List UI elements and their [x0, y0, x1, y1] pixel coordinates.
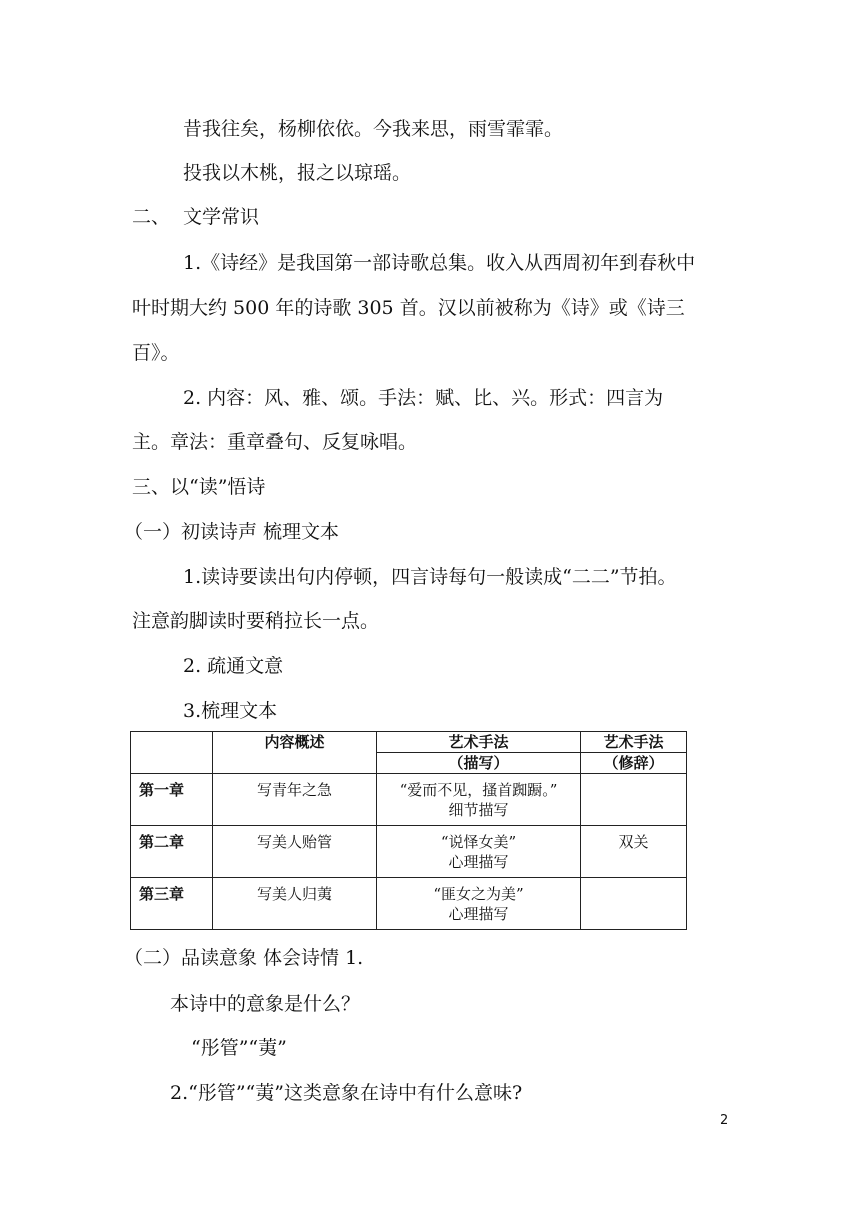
section-2-number: 二、	[132, 206, 171, 228]
header-art-technique-2-bottom: （修辞）	[581, 753, 687, 774]
description-quote: “说怿女美”	[440, 833, 517, 851]
poem-line-2: 投我以木桃，报之以琼瑶。	[183, 162, 412, 184]
subsection-2-title: （二）品读意象 体会诗情 1.	[124, 947, 364, 969]
page-number: 2	[720, 1113, 729, 1128]
table-corner-cell	[131, 732, 213, 774]
rhetoric-cell	[581, 878, 687, 930]
chapter-label: 第一章	[131, 774, 213, 826]
paragraph-2-line-2: 主。章法：重章叠句、反复咏唱。	[132, 431, 418, 453]
header-art-technique-top: 艺术手法	[377, 732, 581, 753]
paragraph-1-line-3: 百》。	[132, 342, 180, 364]
section-3-title: 三、以“读”悟诗	[132, 476, 266, 498]
answer-1: “彤管”“荑”	[191, 1037, 287, 1059]
header-art-technique-2-top: 艺术手法	[581, 732, 687, 753]
text-analysis-table	[130, 731, 687, 930]
description-quote: “匪女之为美”	[433, 885, 524, 903]
paragraph-1-line-2: 叶时期大约 500 年的诗歌 305 首。汉以前被称为《诗》或《诗三	[132, 297, 685, 319]
table-row	[131, 826, 687, 878]
summary-cell: 写美人归荑	[213, 878, 377, 930]
question-1: 本诗中的意象是什么？	[170, 993, 361, 1015]
description-technique: 细节描写	[448, 801, 509, 819]
table-row	[131, 774, 687, 826]
table-row	[131, 878, 687, 930]
reading-point-1-line-2: 注意韵脚读时要稍拉长一点。	[132, 610, 380, 632]
description-cell	[377, 774, 581, 826]
chapter-label: 第二章	[131, 826, 213, 878]
paragraph-2-line-1: 2. 内容：风、雅、颂。手法：赋、比、兴。形式：四言为	[183, 387, 664, 409]
reading-point-1-line-1: 1.读诗要读出句内停顿，四言诗每句一般读成“二二”节拍。	[183, 566, 677, 588]
rhetoric-cell: 双关	[581, 826, 687, 878]
description-technique: 心理描写	[448, 905, 509, 923]
description-cell	[377, 826, 581, 878]
chapter-label: 第三章	[131, 878, 213, 930]
description-quote: “爱而不见，搔首踟蹰。”	[399, 781, 558, 799]
description-cell	[377, 878, 581, 930]
summary-cell: 写美人贻管	[213, 826, 377, 878]
poem-line-1: 昔我往矣，杨柳依依。今我来思，雨雪霏霏。	[183, 118, 564, 140]
description-technique: 心理描写	[448, 853, 509, 871]
question-2: 2.“彤管”“荑”这类意象在诗中有什么意味?	[170, 1082, 523, 1104]
header-content-summary: 内容概述	[213, 732, 377, 774]
summary-cell: 写青年之急	[213, 774, 377, 826]
section-2-title: 文学常识	[183, 206, 260, 228]
header-art-technique-bottom: （描写）	[377, 753, 581, 774]
reading-point-2: 2. 疏通文意	[183, 655, 284, 677]
reading-point-3: 3.梳理文本	[183, 700, 278, 722]
paragraph-1-line-1: 1.《诗经》是我国第一部诗歌总集。收入从西周初年到春秋中	[183, 252, 696, 274]
rhetoric-cell	[581, 774, 687, 826]
subsection-1-title: （一）初读诗声 梳理文本	[124, 521, 340, 543]
